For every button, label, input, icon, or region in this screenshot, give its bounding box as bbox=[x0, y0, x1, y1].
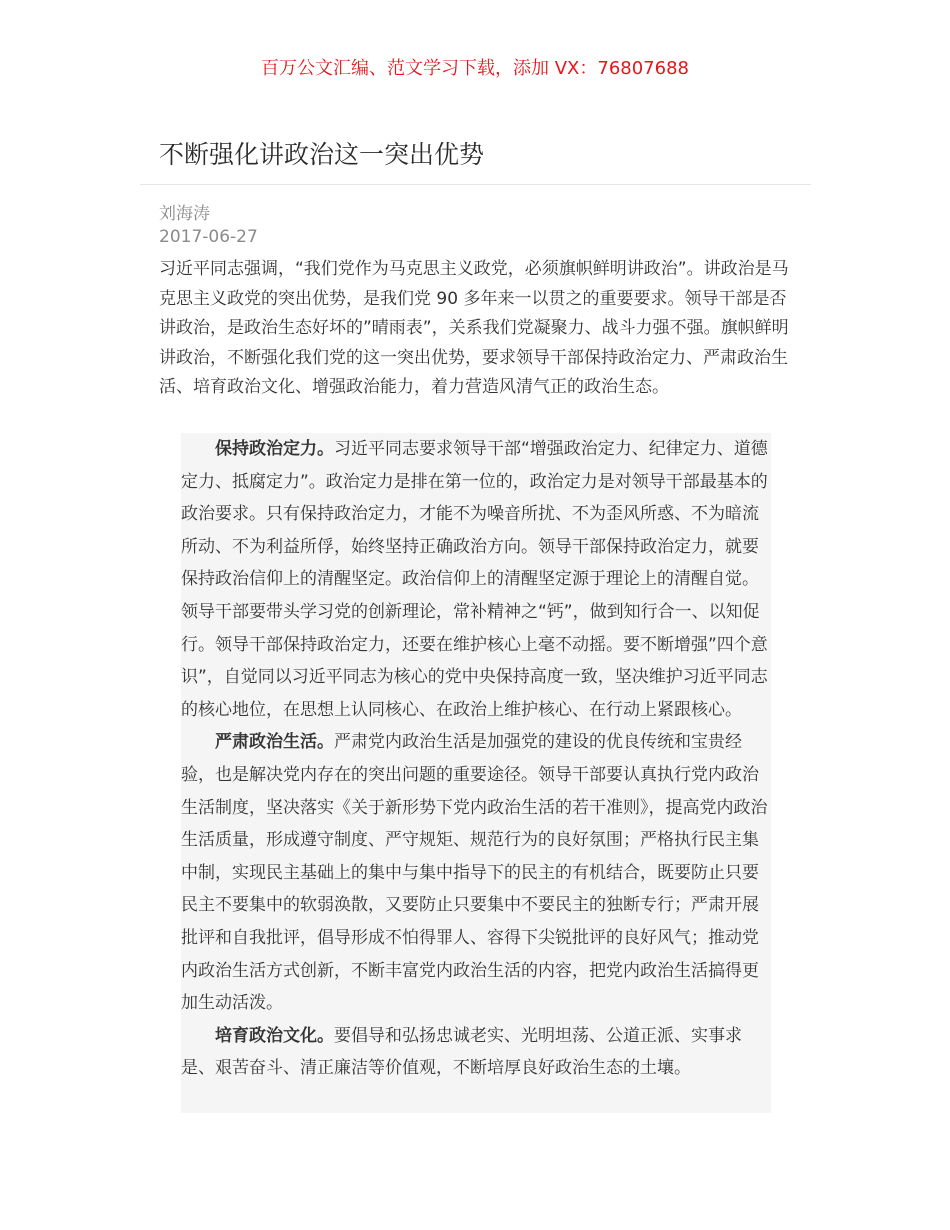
section-paragraph bbox=[181, 1020, 771, 1085]
section-paragraph bbox=[181, 433, 771, 726]
section-heading: 培育政治文化。 bbox=[215, 1025, 334, 1046]
section-heading: 严肃政治生活。 bbox=[215, 732, 334, 753]
article-title: 不断强化讲政治这一突出优势 bbox=[159, 140, 485, 169]
section-body: 严肃党内政治生活是加强党的建设的优良传统和宝贵经验，也是解决党内存在的突出问题的重要途径。领导干部要认真执行党内政治生活制度，坚决落实《关于新形势下党内政治生活的若干准则》，提高党内政治生活质量，形成遵守制度、严守规矩、规范行为的良好氛围；严格执行民主集中制，实现民主基础上的集中与集中指导下的民主的有机结合，既要防止只要民主不要集中的软弱涣散，又要防止只要集中不要民主的独断专行；严肃开展批评和自我批评，倡导形成不怕得罪人、容得下尖锐批评的良好风气；推动党内政治生活方式创新，不断丰富党内政治生活的内容，把党内政治生活搞得更加生动活泼。 bbox=[181, 732, 768, 1014]
title-divider bbox=[140, 184, 811, 185]
section-heading: 保持政治定力。 bbox=[215, 439, 334, 459]
section-body: 习近平同志要求领导干部“增强政治定力、纪律定力、道德定力、抵腐定力”。政治定力是排在第一位的，政治定力是对领导干部最基本的政治要求。只有保持政治定力，才能不为噪音所扰、不为歪风所惑、不为暗流所动、不为利益所俘，始终坚持正确政治方向。领导干部保持政治定力，就要保持政治信仰上的清醒坚定。政治信仰上的清醒坚定源于理论上的清醒自觉。领导干部要带头学习党的创新理论，常补精神之“钙”，做到知行合一、以知促行。领导干部保持政治定力，还要在维护核心上毫不动摇。要不断增强”四个意识”，自觉同以习近平同志为核心的党中央保持高度一致，坚决维护习近平同志的核心地位，在思想上认同核心、在政治上维护核心、在行动上紧跟核心。 bbox=[181, 439, 768, 720]
section-paragraph bbox=[181, 726, 771, 1019]
article-author: 刘海涛 bbox=[159, 204, 210, 224]
article-intro: 习近平同志强调，“我们党作为马克思主义政党，必须旗帜鲜明讲政治”。讲政治是马克思主义政党的突出优势，是我们党 90 多年来一以贯之的重要要求。领导干部是否讲政治，是政治生态好坏的”晴雨表”，关系我们党凝聚力、战斗力强不强。旗帜鲜明讲政治，不断强化我们党的这一突出优势，要求领导干部保持政治定力、严肃政治生活、培育政治文化、增强政治能力，着力营造风清气正的政治生态。 bbox=[159, 259, 789, 398]
article-date: 2017-06-27 bbox=[159, 227, 258, 247]
article-body-block bbox=[181, 433, 771, 1113]
section-body: 要倡导和弘扬忠诚老实、光明坦荡、公道正派、实事求是、艰苦奋斗、清正廉洁等价值观，不断培厚良好政治生态的土壤。 bbox=[181, 1025, 742, 1079]
promo-banner: 百万公文汇编、范文学习下载，添加 VX：76807688 bbox=[261, 58, 689, 79]
